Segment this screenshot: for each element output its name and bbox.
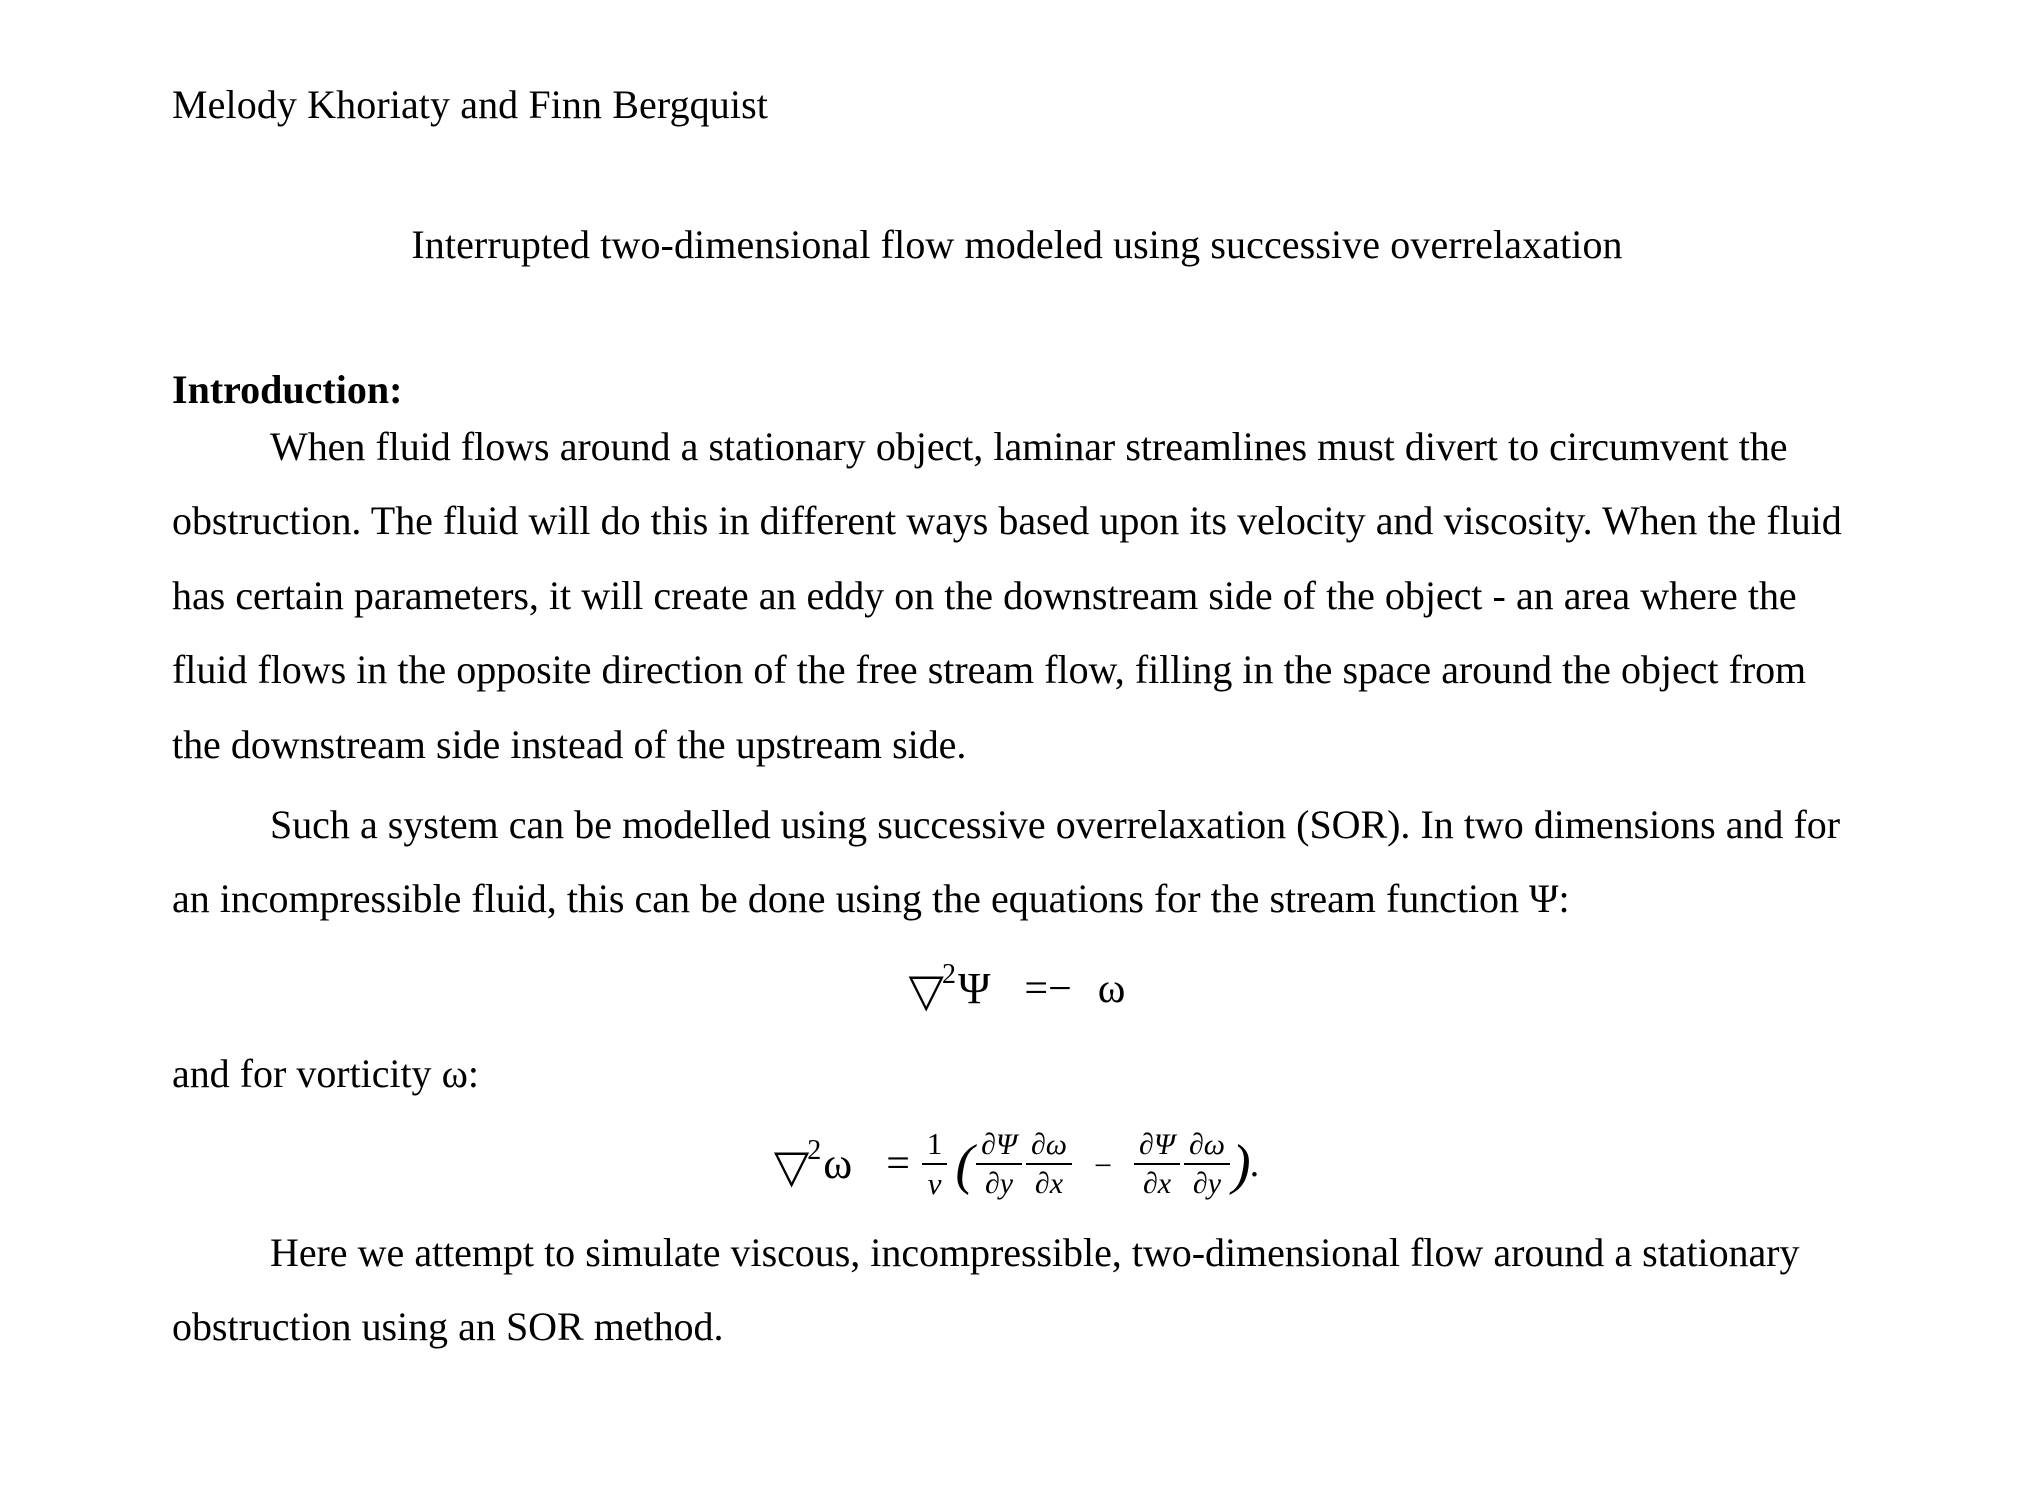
fraction-denominator: ∂y bbox=[1192, 1167, 1222, 1201]
paragraph-intro-1: When fluid flows around a stationary object, laminar streamlines must divert to circumvent the obstruction. The fluid will do this in different ways based upon its velocity and viscosity. When the fluid has certain parameters, it will create an eddy on the downstream side of the object - an area where the fluid flows in the opposite direction of the free stream flow, filling in the space around the object from the downstream side instead of the upstream side. bbox=[172, 424, 1842, 767]
fraction-numerator: ∂Ψ bbox=[1134, 1128, 1180, 1165]
fraction-denominator: v bbox=[927, 1166, 942, 1202]
fraction-dpsi-dy bbox=[976, 1128, 1022, 1200]
equation-stream-function-math bbox=[908, 959, 1126, 1017]
subtraction-operator: − bbox=[1094, 1147, 1113, 1184]
close-paren: ) bbox=[1231, 1134, 1251, 1197]
equation-period: . bbox=[1250, 1142, 1261, 1185]
fraction-numerator: ∂ω bbox=[1026, 1128, 1072, 1165]
paragraph-intro-3: Here we attempt to simulate viscous, incompressible, two-dimensional flow around a stationary obstruction using an SOR method. bbox=[172, 1229, 1800, 1350]
vorticity-symbol-lhs: ω bbox=[823, 1139, 853, 1189]
vorticity-symbol: ω bbox=[1097, 965, 1126, 1012]
minus-sign: − bbox=[1048, 965, 1072, 1012]
equals-sign: = bbox=[1024, 965, 1049, 1012]
fraction-denominator: ∂x bbox=[1034, 1167, 1064, 1201]
fraction-numerator: ∂Ψ bbox=[976, 1128, 1022, 1165]
fraction-numerator: ∂ω bbox=[1184, 1128, 1230, 1165]
document-title: Interrupted two-dimensional flow modeled using successive overrelaxation bbox=[411, 222, 1623, 267]
equation-vorticity-math bbox=[774, 1127, 1260, 1201]
section-heading-introduction: Introduction: bbox=[172, 367, 403, 412]
fraction-denominator: ∂y bbox=[984, 1167, 1014, 1201]
fraction-domega-dx bbox=[1026, 1128, 1072, 1200]
nabla-exponent-2: 2 bbox=[807, 1134, 822, 1166]
nabla-icon-2: ▽ bbox=[773, 1140, 810, 1192]
nabla-exponent: 2 bbox=[941, 959, 956, 991]
fraction-domega-dy bbox=[1184, 1128, 1230, 1200]
equation-stream-function bbox=[172, 959, 1862, 1017]
nabla-icon: ▽ bbox=[908, 965, 944, 1017]
equals-sign-2: = bbox=[886, 1141, 910, 1188]
fraction-denominator: ∂x bbox=[1142, 1167, 1172, 1201]
author-line: Melody Khoriaty and Finn Bergquist bbox=[172, 82, 768, 127]
equation-vorticity bbox=[172, 1127, 1862, 1201]
document-content bbox=[172, 0, 1862, 1365]
paragraph-intro-2: Such a system can be modelled using successive overrelaxation (SOR). In two dimensions and for an incompressible fluid, this can be done using the equations for the stream function Ψ: bbox=[172, 801, 1840, 922]
open-paren: ( bbox=[955, 1134, 975, 1197]
fraction-numerator: 1 bbox=[922, 1127, 948, 1165]
fraction-dpsi-dx bbox=[1134, 1128, 1180, 1200]
fraction-one-over-nu bbox=[922, 1127, 948, 1201]
stream-function-symbol: Ψ bbox=[957, 963, 991, 1013]
paragraph-vorticity-connector: and for vorticity ω: bbox=[172, 1050, 479, 1096]
